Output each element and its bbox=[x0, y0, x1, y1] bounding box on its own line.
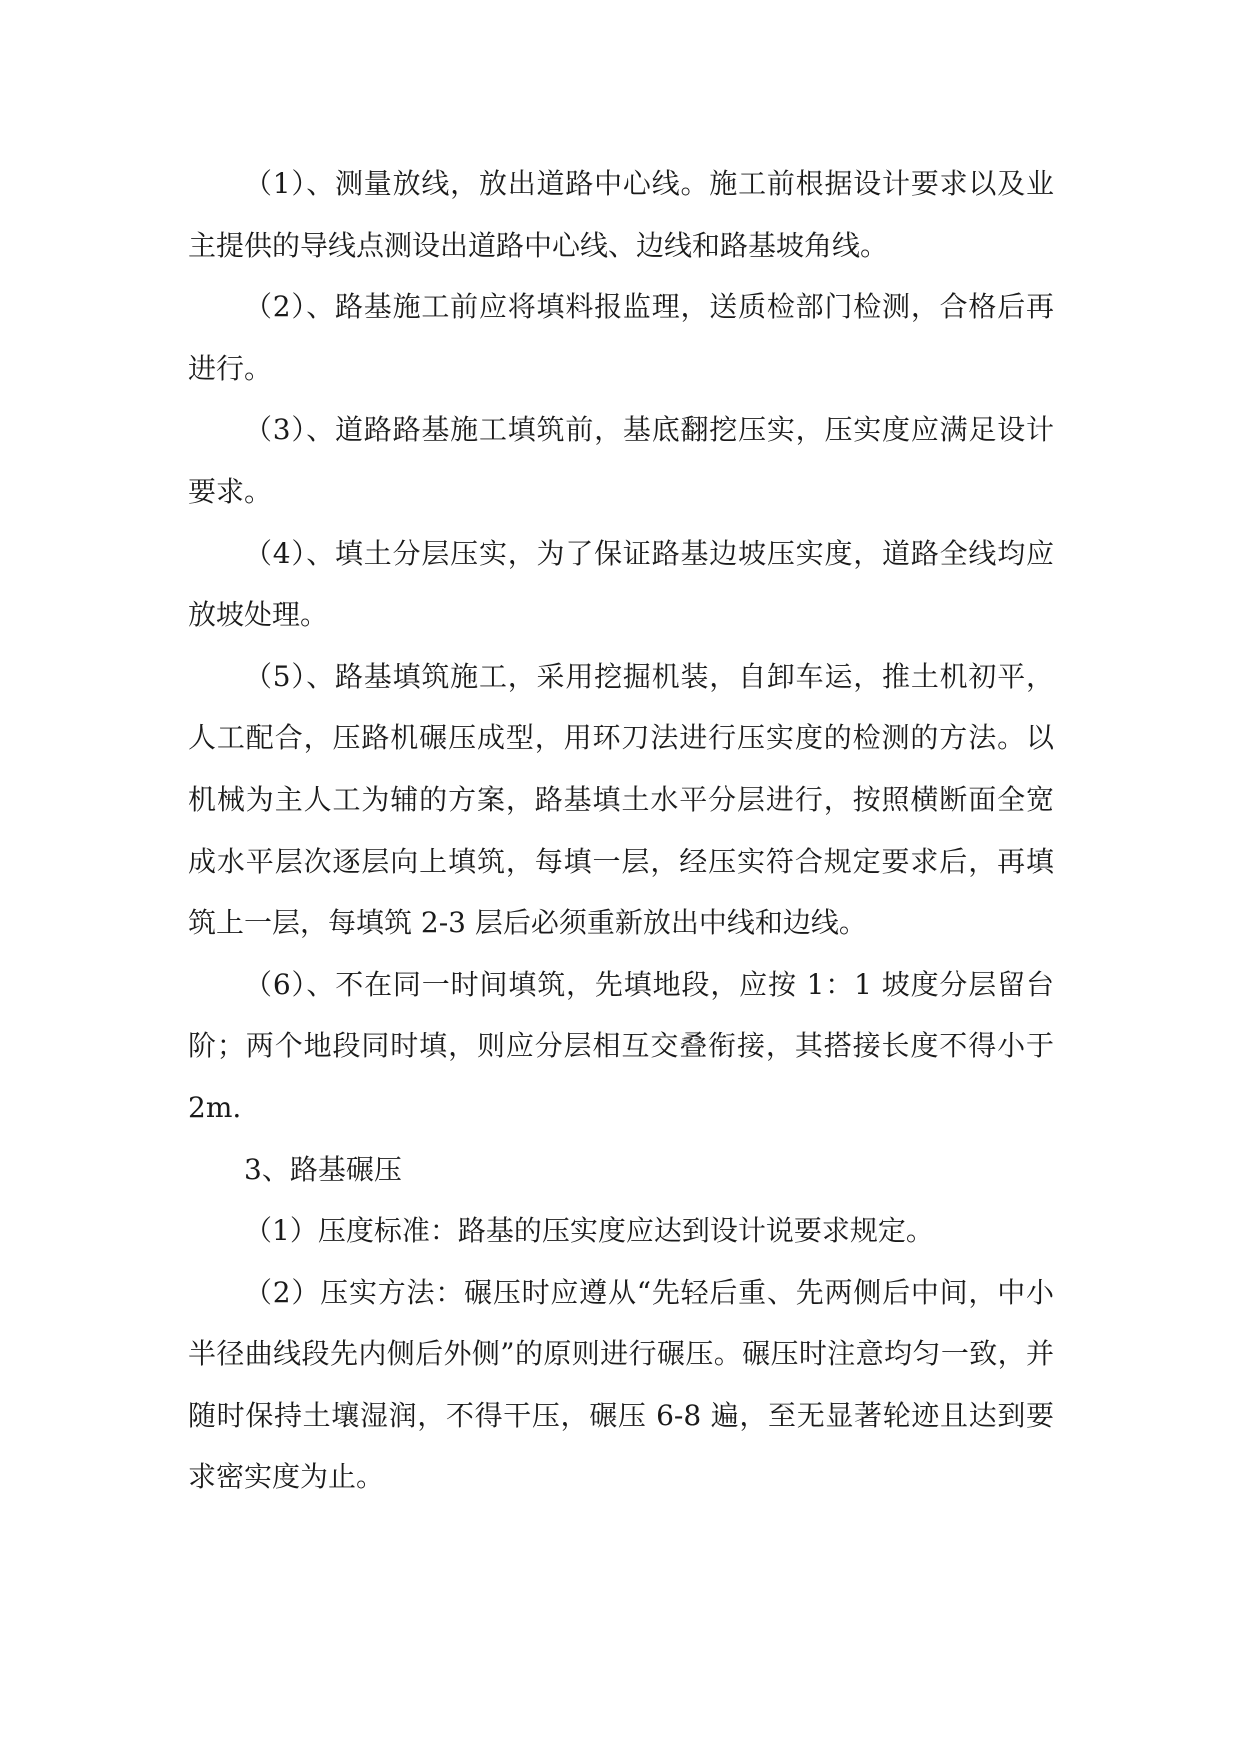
paragraph-compaction-standard: （1）压度标准：路基的压实度应达到设计说要求规定。 bbox=[244, 1214, 934, 1248]
paragraph-survey-layout: （1）、测量放线，放出道路中心线。施工前根据设计要求以及业主提供的导线点测设出道路中心线、边线和路基坡角线。 bbox=[188, 167, 1054, 262]
paragraph-layered-compaction: （4）、填土分层压实，为了保证路基边坡压实度，道路全线均应放坡处理。 bbox=[188, 536, 1054, 632]
paragraph-embankment-construction: （5）、路基填筑施工，采用挖掘机装，自卸车运，推土机初平，人工配合，压路机碾压成型，用环刀法进行压实度的检测的方法。以机械为主人工为辅的方案，路基填土水平分层进行，按照横断面全宽成水平层次逐层向上填筑，每填一层，经压实符合规定要求后，再填筑上一层，每填筑 2-3 层后必须重新放出中线和边线。 bbox=[188, 659, 1054, 940]
section-heading: 3、路基碾压 bbox=[244, 1152, 402, 1186]
paragraph-compaction-method: （2）压实方法：碾压时应遵从“先轻后重、先两侧后中间，中小半径曲线段先内侧后外侧”的原则进行碾压。碾压时注意均匀一致，并随时保持土壤湿润，不得干压，碾压 6-8 遍，至无显著轮迹且达到要求密实度为止。 bbox=[188, 1275, 1054, 1494]
paragraph-base-compaction: （3）、道路路基施工填筑前，基底翻挖压实，压实度应满足设计要求。 bbox=[188, 413, 1054, 508]
document-body bbox=[188, 153, 1054, 1508]
paragraph-staged-filling: （6）、不在同一时间填筑，先填地段，应按 1：1 坡度分层留台阶；两个地段同时填，则应分层相互交叠衔接，其搭接长度不得小于 2m. bbox=[188, 967, 1054, 1124]
paragraph-fill-material-inspection: （2）、路基施工前应将填料报监理，送质检部门检测，合格后再进行。 bbox=[188, 290, 1054, 385]
